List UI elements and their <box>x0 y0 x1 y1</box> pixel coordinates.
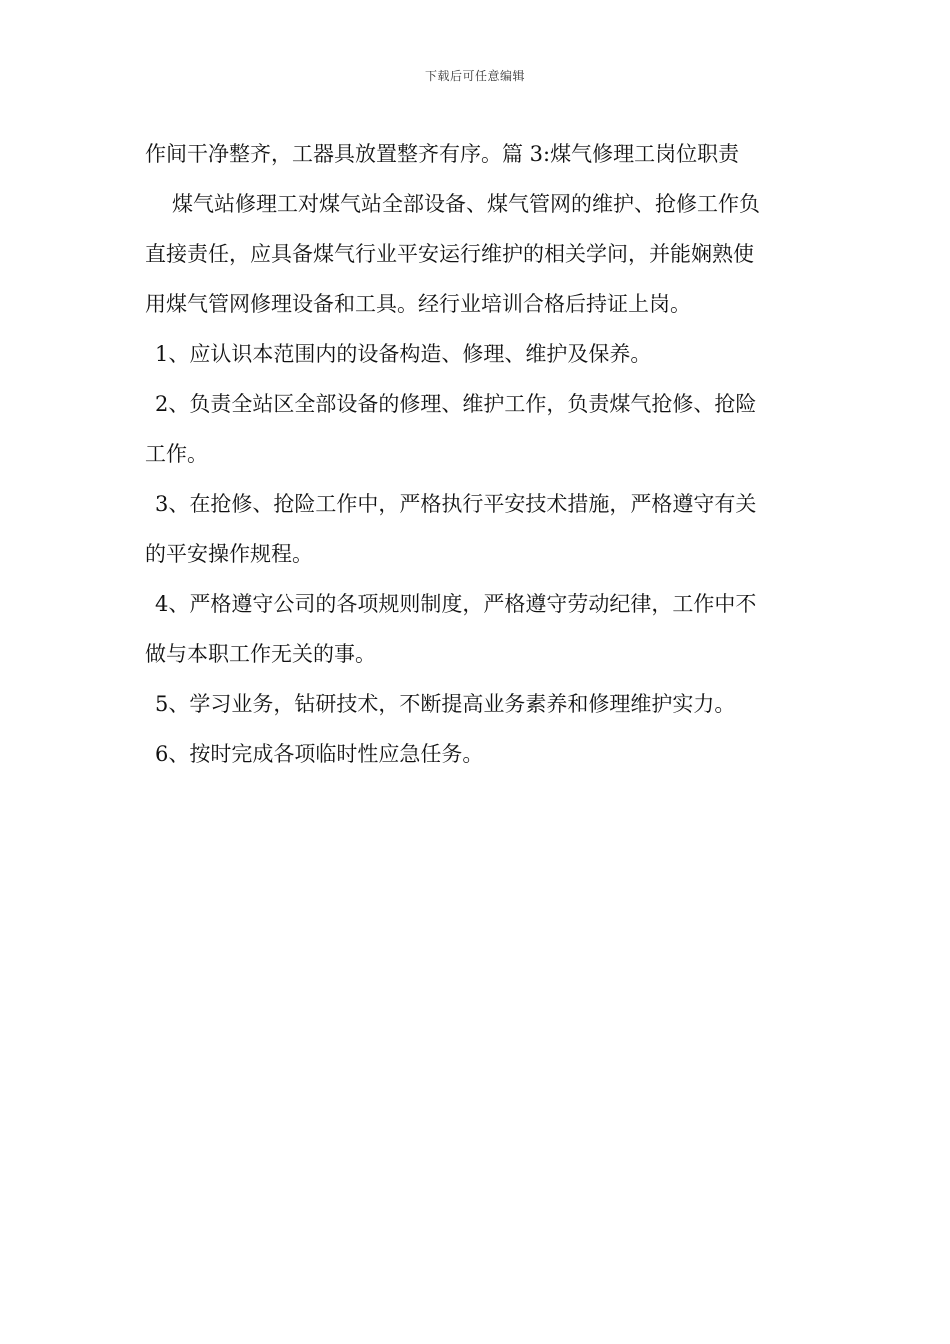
list-item-6: 6、按时完成各项临时性应急任务。 <box>155 742 484 766</box>
header-note: 下载后可任意编辑 <box>424 69 525 83</box>
list-item-1: 1、应认识本范围内的设备构造、修理、维护及保养。 <box>155 342 652 366</box>
list-item-5: 5、学习业务，钻研技术，不断提高业务素养和修理维护实力。 <box>155 692 736 716</box>
text-line-paragraph-continuation: 直接责任，应具备煤气行业平安运行维护的相关学问，并能娴熟使 <box>145 242 754 266</box>
list-item-2-continuation: 工作。 <box>145 442 208 466</box>
list-item-3: 3、在抢修、抢险工作中，严格执行平安技术措施，严格遵守有关 <box>155 492 757 516</box>
list-item-3-continuation: 的平安操作规程。 <box>145 542 313 566</box>
text-line-paragraph-continuation: 用煤气管网修理设备和工具。经行业培训合格后持证上岗。 <box>145 292 691 316</box>
text-line-paragraph-start: 煤气站修理工对煤气站全部设备、煤气管网的维护、抢修工作负 <box>172 192 760 216</box>
text-line-intro-continuation: 作间干净整齐，工器具放置整齐有序。篇 3:煤气修理工岗位职责 <box>145 142 740 166</box>
list-item-4-continuation: 做与本职工作无关的事。 <box>145 642 376 666</box>
list-item-2: 2、负责全站区全部设备的修理、维护工作，负责煤气抢修、抢险 <box>155 392 757 416</box>
list-item-4: 4、严格遵守公司的各项规则制度，严格遵守劳动纪律，工作中不 <box>155 592 757 616</box>
document-body <box>145 129 807 779</box>
